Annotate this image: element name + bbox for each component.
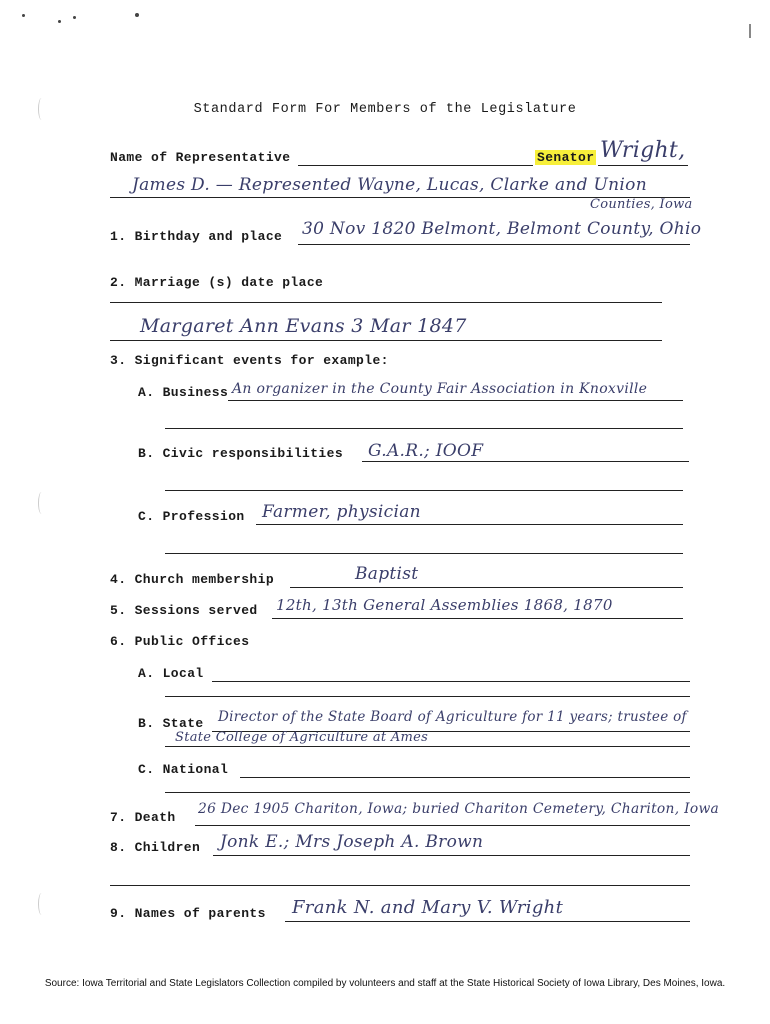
- national-label: C. National: [138, 762, 229, 777]
- marriage-line2: [110, 340, 662, 341]
- name-line2-value: James D. — Represented Wayne, Lucas, Clarke and Union: [132, 175, 647, 195]
- state-value-line1: Director of the State Board of Agriculture for 11 years; trustee of: [218, 709, 687, 725]
- civic-line: [362, 461, 689, 462]
- offices-label: 6. Public Offices: [110, 634, 250, 649]
- children-label: 8. Children: [110, 840, 201, 855]
- local-label: A. Local: [138, 666, 204, 681]
- source-footer: Source: Iowa Territorial and State Legislators Collection compiled by volunteers and staff at the State Historical Society of Iowa Library, Des Moines, Iowa.: [44, 978, 726, 989]
- children-value: Jonk E.; Mrs Joseph A. Brown: [220, 832, 484, 852]
- children-line: [213, 855, 690, 856]
- senator-label: Senator: [537, 150, 595, 165]
- scan-margin-mark: [38, 893, 45, 915]
- parents-line: [285, 921, 690, 922]
- profession-label: C. Profession: [138, 509, 245, 524]
- business-line2: [165, 428, 683, 429]
- marriage-line: [110, 302, 662, 303]
- civic-value: G.A.R.; IOOF: [368, 441, 484, 461]
- death-label: 7. Death: [110, 810, 176, 825]
- sessions-value: 12th, 13th General Assemblies 1868, 1870: [276, 596, 613, 614]
- sessions-label: 5. Sessions served: [110, 603, 258, 618]
- profession-line2: [165, 553, 683, 554]
- business-value: An organizer in the County Fair Association in Knoxville: [232, 381, 648, 397]
- civic-line2: [165, 490, 683, 491]
- events-label: 3. Significant events for example:: [110, 353, 389, 368]
- sessions-line: [272, 618, 683, 619]
- senator-line: [598, 165, 688, 166]
- birth-line: [298, 244, 690, 245]
- scan-margin-mark: [38, 492, 45, 514]
- profession-line: [256, 524, 683, 525]
- death-line: [195, 825, 690, 826]
- state-value-line2: State College of Agriculture at Ames: [175, 730, 429, 745]
- scan-edge-mark: [749, 24, 751, 38]
- birth-label: 1. Birthday and place: [110, 229, 283, 244]
- marriage-label: 2. Marriage (s) date place: [110, 275, 324, 290]
- business-line: [228, 400, 683, 401]
- church-line: [290, 587, 683, 588]
- civic-label: B. Civic responsibilities: [138, 446, 344, 461]
- local-line: [212, 681, 690, 682]
- state-label: B. State: [138, 716, 204, 731]
- profession-value: Farmer, physician: [262, 502, 421, 522]
- local-line2: [165, 696, 690, 697]
- death-value: 26 Dec 1905 Chariton, Iowa; buried Chariton Cemetery, Chariton, Iowa: [198, 801, 720, 817]
- birth-value: 30 Nov 1820 Belmont, Belmont County, Ohio: [302, 219, 702, 239]
- church-label: 4. Church membership: [110, 572, 275, 587]
- business-label: A. Business: [138, 385, 229, 400]
- parents-value: Frank N. and Mary V. Wright: [292, 897, 564, 918]
- name-line: [298, 165, 533, 166]
- marriage-value: Margaret Ann Evans 3 Mar 1847: [140, 315, 467, 337]
- parents-label: 9. Names of parents: [110, 906, 266, 921]
- national-line2: [165, 792, 690, 793]
- children-line2: [110, 885, 690, 886]
- form-title: Standard Form For Members of the Legislature: [193, 102, 577, 117]
- state-line2: [165, 746, 690, 747]
- national-line: [240, 777, 690, 778]
- name-label: Name of Representative: [110, 150, 291, 165]
- church-value: Baptist: [355, 564, 419, 584]
- name-surname-value: Wright,: [600, 138, 686, 163]
- name-line3-value: Counties, Iowa: [590, 197, 693, 212]
